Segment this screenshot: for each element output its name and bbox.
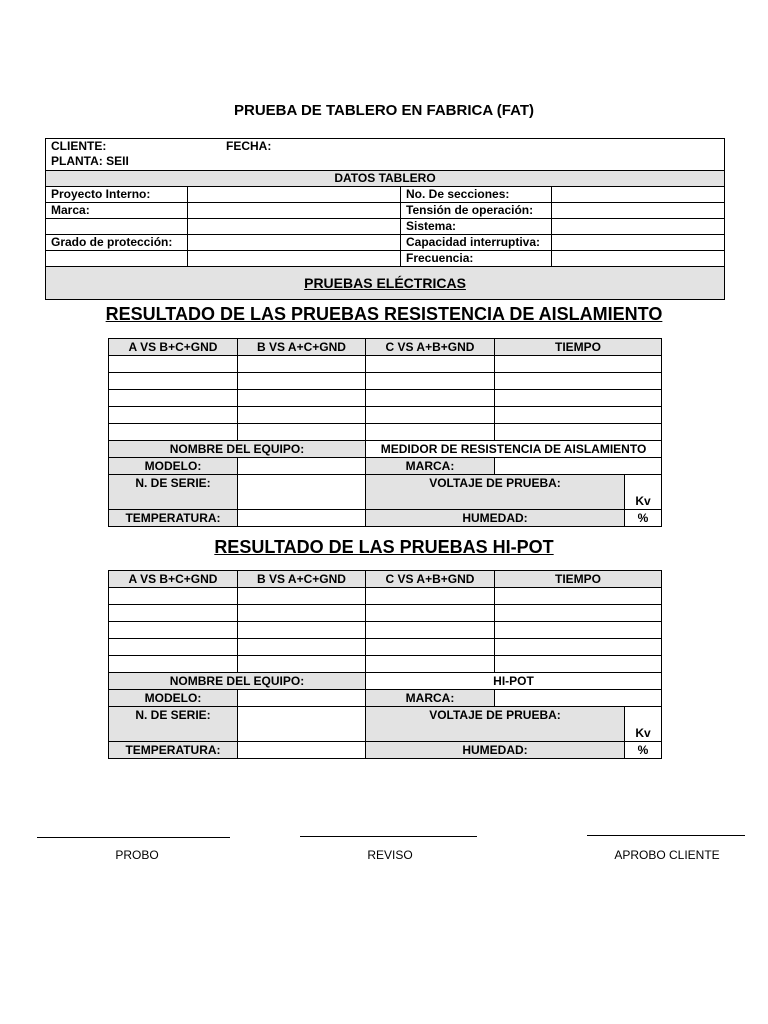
tension-field[interactable] bbox=[552, 203, 725, 219]
data-cell[interactable] bbox=[109, 407, 238, 424]
datos-tablero-table bbox=[45, 138, 725, 300]
data-cell[interactable] bbox=[366, 639, 495, 656]
kv-unit: Kv bbox=[625, 707, 662, 742]
marca-label: MARCA: bbox=[366, 458, 495, 475]
table-row bbox=[109, 656, 662, 673]
data-cell[interactable] bbox=[495, 588, 662, 605]
table-row bbox=[109, 622, 662, 639]
table-row bbox=[109, 588, 662, 605]
col-header-tiempo: TIEMPO bbox=[495, 339, 662, 356]
table-row bbox=[109, 373, 662, 390]
data-cell[interactable] bbox=[238, 622, 366, 639]
data-cell[interactable] bbox=[495, 605, 662, 622]
data-cell[interactable] bbox=[238, 588, 366, 605]
data-cell[interactable] bbox=[238, 424, 366, 441]
col-header-tiempo: TIEMPO bbox=[495, 571, 662, 588]
percent-unit: % bbox=[625, 510, 662, 527]
nombre-equipo-value: MEDIDOR DE RESISTENCIA DE AISLAMIENTO bbox=[366, 441, 662, 458]
nombre-equipo-label: NOMBRE DEL EQUIPO: bbox=[109, 441, 366, 458]
empty-label-cell bbox=[46, 219, 188, 235]
temperatura-field[interactable] bbox=[238, 510, 366, 527]
hipot-table bbox=[108, 570, 662, 759]
temperatura-label: TEMPERATURA: bbox=[109, 510, 238, 527]
data-cell[interactable] bbox=[109, 622, 238, 639]
datos-tablero-heading: DATOS TABLERO bbox=[46, 171, 725, 187]
no-secciones-label: No. De secciones: bbox=[401, 187, 552, 203]
aislamiento-table bbox=[108, 338, 662, 527]
reviso-label: REVISO bbox=[367, 848, 413, 862]
capacidad-field[interactable] bbox=[552, 235, 725, 251]
modelo-field[interactable] bbox=[238, 458, 366, 475]
data-cell[interactable] bbox=[366, 390, 495, 407]
col-header-c: C VS A+B+GND bbox=[366, 339, 495, 356]
nombre-equipo-label: NOMBRE DEL EQUIPO: bbox=[109, 673, 366, 690]
proyecto-interno-label: Proyecto Interno: bbox=[46, 187, 188, 203]
probo-signature-line[interactable] bbox=[37, 837, 230, 838]
percent-unit: % bbox=[625, 742, 662, 759]
data-cell[interactable] bbox=[495, 656, 662, 673]
table-row bbox=[109, 390, 662, 407]
reviso-signature-line[interactable] bbox=[300, 836, 477, 837]
frecuencia-label: Frecuencia: bbox=[401, 251, 552, 267]
fecha-label: FECHA: bbox=[226, 139, 272, 153]
data-cell[interactable] bbox=[495, 390, 662, 407]
temperatura-field[interactable] bbox=[238, 742, 366, 759]
nombre-equipo-value: HI-POT bbox=[366, 673, 662, 690]
data-cell[interactable] bbox=[238, 373, 366, 390]
table-row bbox=[109, 605, 662, 622]
data-cell[interactable] bbox=[366, 656, 495, 673]
data-cell[interactable] bbox=[238, 656, 366, 673]
pruebas-electricas-label: PRUEBAS ELÉCTRICAS bbox=[304, 275, 466, 291]
modelo-label: MODELO: bbox=[109, 458, 238, 475]
sistema-field[interactable] bbox=[552, 219, 725, 235]
data-cell[interactable] bbox=[109, 605, 238, 622]
marca-field[interactable] bbox=[495, 458, 662, 475]
data-cell[interactable] bbox=[495, 424, 662, 441]
client-info-cell bbox=[46, 139, 725, 171]
data-cell[interactable] bbox=[109, 639, 238, 656]
marca-field[interactable] bbox=[495, 690, 662, 707]
data-cell[interactable] bbox=[366, 622, 495, 639]
data-cell[interactable] bbox=[109, 390, 238, 407]
data-cell[interactable] bbox=[366, 588, 495, 605]
data-cell[interactable] bbox=[495, 407, 662, 424]
col-header-c: C VS A+B+GND bbox=[366, 571, 495, 588]
data-cell[interactable] bbox=[366, 373, 495, 390]
grado-field[interactable] bbox=[188, 235, 401, 251]
aislamiento-title: RESULTADO DE LAS PRUEBAS RESISTENCIA DE AISLAMIENTO bbox=[105, 304, 663, 324]
sistema-label: Sistema: bbox=[401, 219, 552, 235]
data-cell[interactable] bbox=[495, 639, 662, 656]
page-title: PRUEBA DE TABLERO EN FABRICA (FAT) bbox=[234, 102, 534, 119]
col-header-b: B VS A+C+GND bbox=[238, 571, 366, 588]
marca-label: Marca: bbox=[46, 203, 188, 219]
cliente-label: CLIENTE: bbox=[51, 139, 107, 153]
empty-field-cell[interactable] bbox=[188, 251, 401, 267]
voltaje-label: VOLTAJE DE PRUEBA: bbox=[366, 475, 625, 510]
frecuencia-field[interactable] bbox=[552, 251, 725, 267]
grado-label: Grado de protección: bbox=[46, 235, 188, 251]
data-cell[interactable] bbox=[238, 356, 366, 373]
hipot-title: RESULTADO DE LAS PRUEBAS HI-POT bbox=[214, 537, 554, 557]
data-cell[interactable] bbox=[109, 424, 238, 441]
table-row bbox=[109, 424, 662, 441]
serie-label: N. DE SERIE: bbox=[109, 475, 238, 510]
data-cell[interactable] bbox=[238, 390, 366, 407]
planta-label: PLANTA: SEII bbox=[51, 154, 129, 168]
data-cell[interactable] bbox=[109, 356, 238, 373]
table-row bbox=[109, 639, 662, 656]
aprobo-label: APROBO CLIENTE bbox=[614, 848, 720, 862]
kv-unit: Kv bbox=[625, 475, 662, 510]
humedad-label: HUMEDAD: bbox=[366, 510, 625, 527]
serie-label: N. DE SERIE: bbox=[109, 707, 238, 742]
serie-field[interactable] bbox=[238, 475, 366, 510]
temperatura-label: TEMPERATURA: bbox=[109, 742, 238, 759]
modelo-label: MODELO: bbox=[109, 690, 238, 707]
tension-label: Tensión de operación: bbox=[401, 203, 552, 219]
data-cell[interactable] bbox=[109, 656, 238, 673]
data-cell[interactable] bbox=[366, 407, 495, 424]
data-cell[interactable] bbox=[495, 373, 662, 390]
data-cell[interactable] bbox=[238, 605, 366, 622]
marca-field[interactable] bbox=[188, 203, 401, 219]
marca-label: MARCA: bbox=[366, 690, 495, 707]
data-cell[interactable] bbox=[238, 639, 366, 656]
data-cell[interactable] bbox=[366, 356, 495, 373]
data-cell[interactable] bbox=[495, 356, 662, 373]
data-cell[interactable] bbox=[238, 407, 366, 424]
col-header-a: A VS B+C+GND bbox=[109, 571, 238, 588]
col-header-a: A VS B+C+GND bbox=[109, 339, 238, 356]
no-secciones-field[interactable] bbox=[552, 187, 725, 203]
pruebas-electricas-heading bbox=[46, 267, 725, 300]
col-header-b: B VS A+C+GND bbox=[238, 339, 366, 356]
modelo-field[interactable] bbox=[238, 690, 366, 707]
probo-label: PROBO bbox=[115, 848, 159, 862]
data-cell[interactable] bbox=[366, 605, 495, 622]
empty-field-cell[interactable] bbox=[188, 219, 401, 235]
table-row bbox=[109, 356, 662, 373]
data-cell[interactable] bbox=[109, 588, 238, 605]
capacidad-label: Capacidad interruptiva: bbox=[401, 235, 552, 251]
data-cell[interactable] bbox=[495, 622, 662, 639]
serie-field[interactable] bbox=[238, 707, 366, 742]
aprobo-signature-line[interactable] bbox=[587, 835, 745, 836]
data-cell[interactable] bbox=[366, 424, 495, 441]
empty-label-cell bbox=[46, 251, 188, 267]
proyecto-interno-field[interactable] bbox=[188, 187, 401, 203]
table-row bbox=[109, 407, 662, 424]
voltaje-label: VOLTAJE DE PRUEBA: bbox=[366, 707, 625, 742]
humedad-label: HUMEDAD: bbox=[366, 742, 625, 759]
data-cell[interactable] bbox=[109, 373, 238, 390]
